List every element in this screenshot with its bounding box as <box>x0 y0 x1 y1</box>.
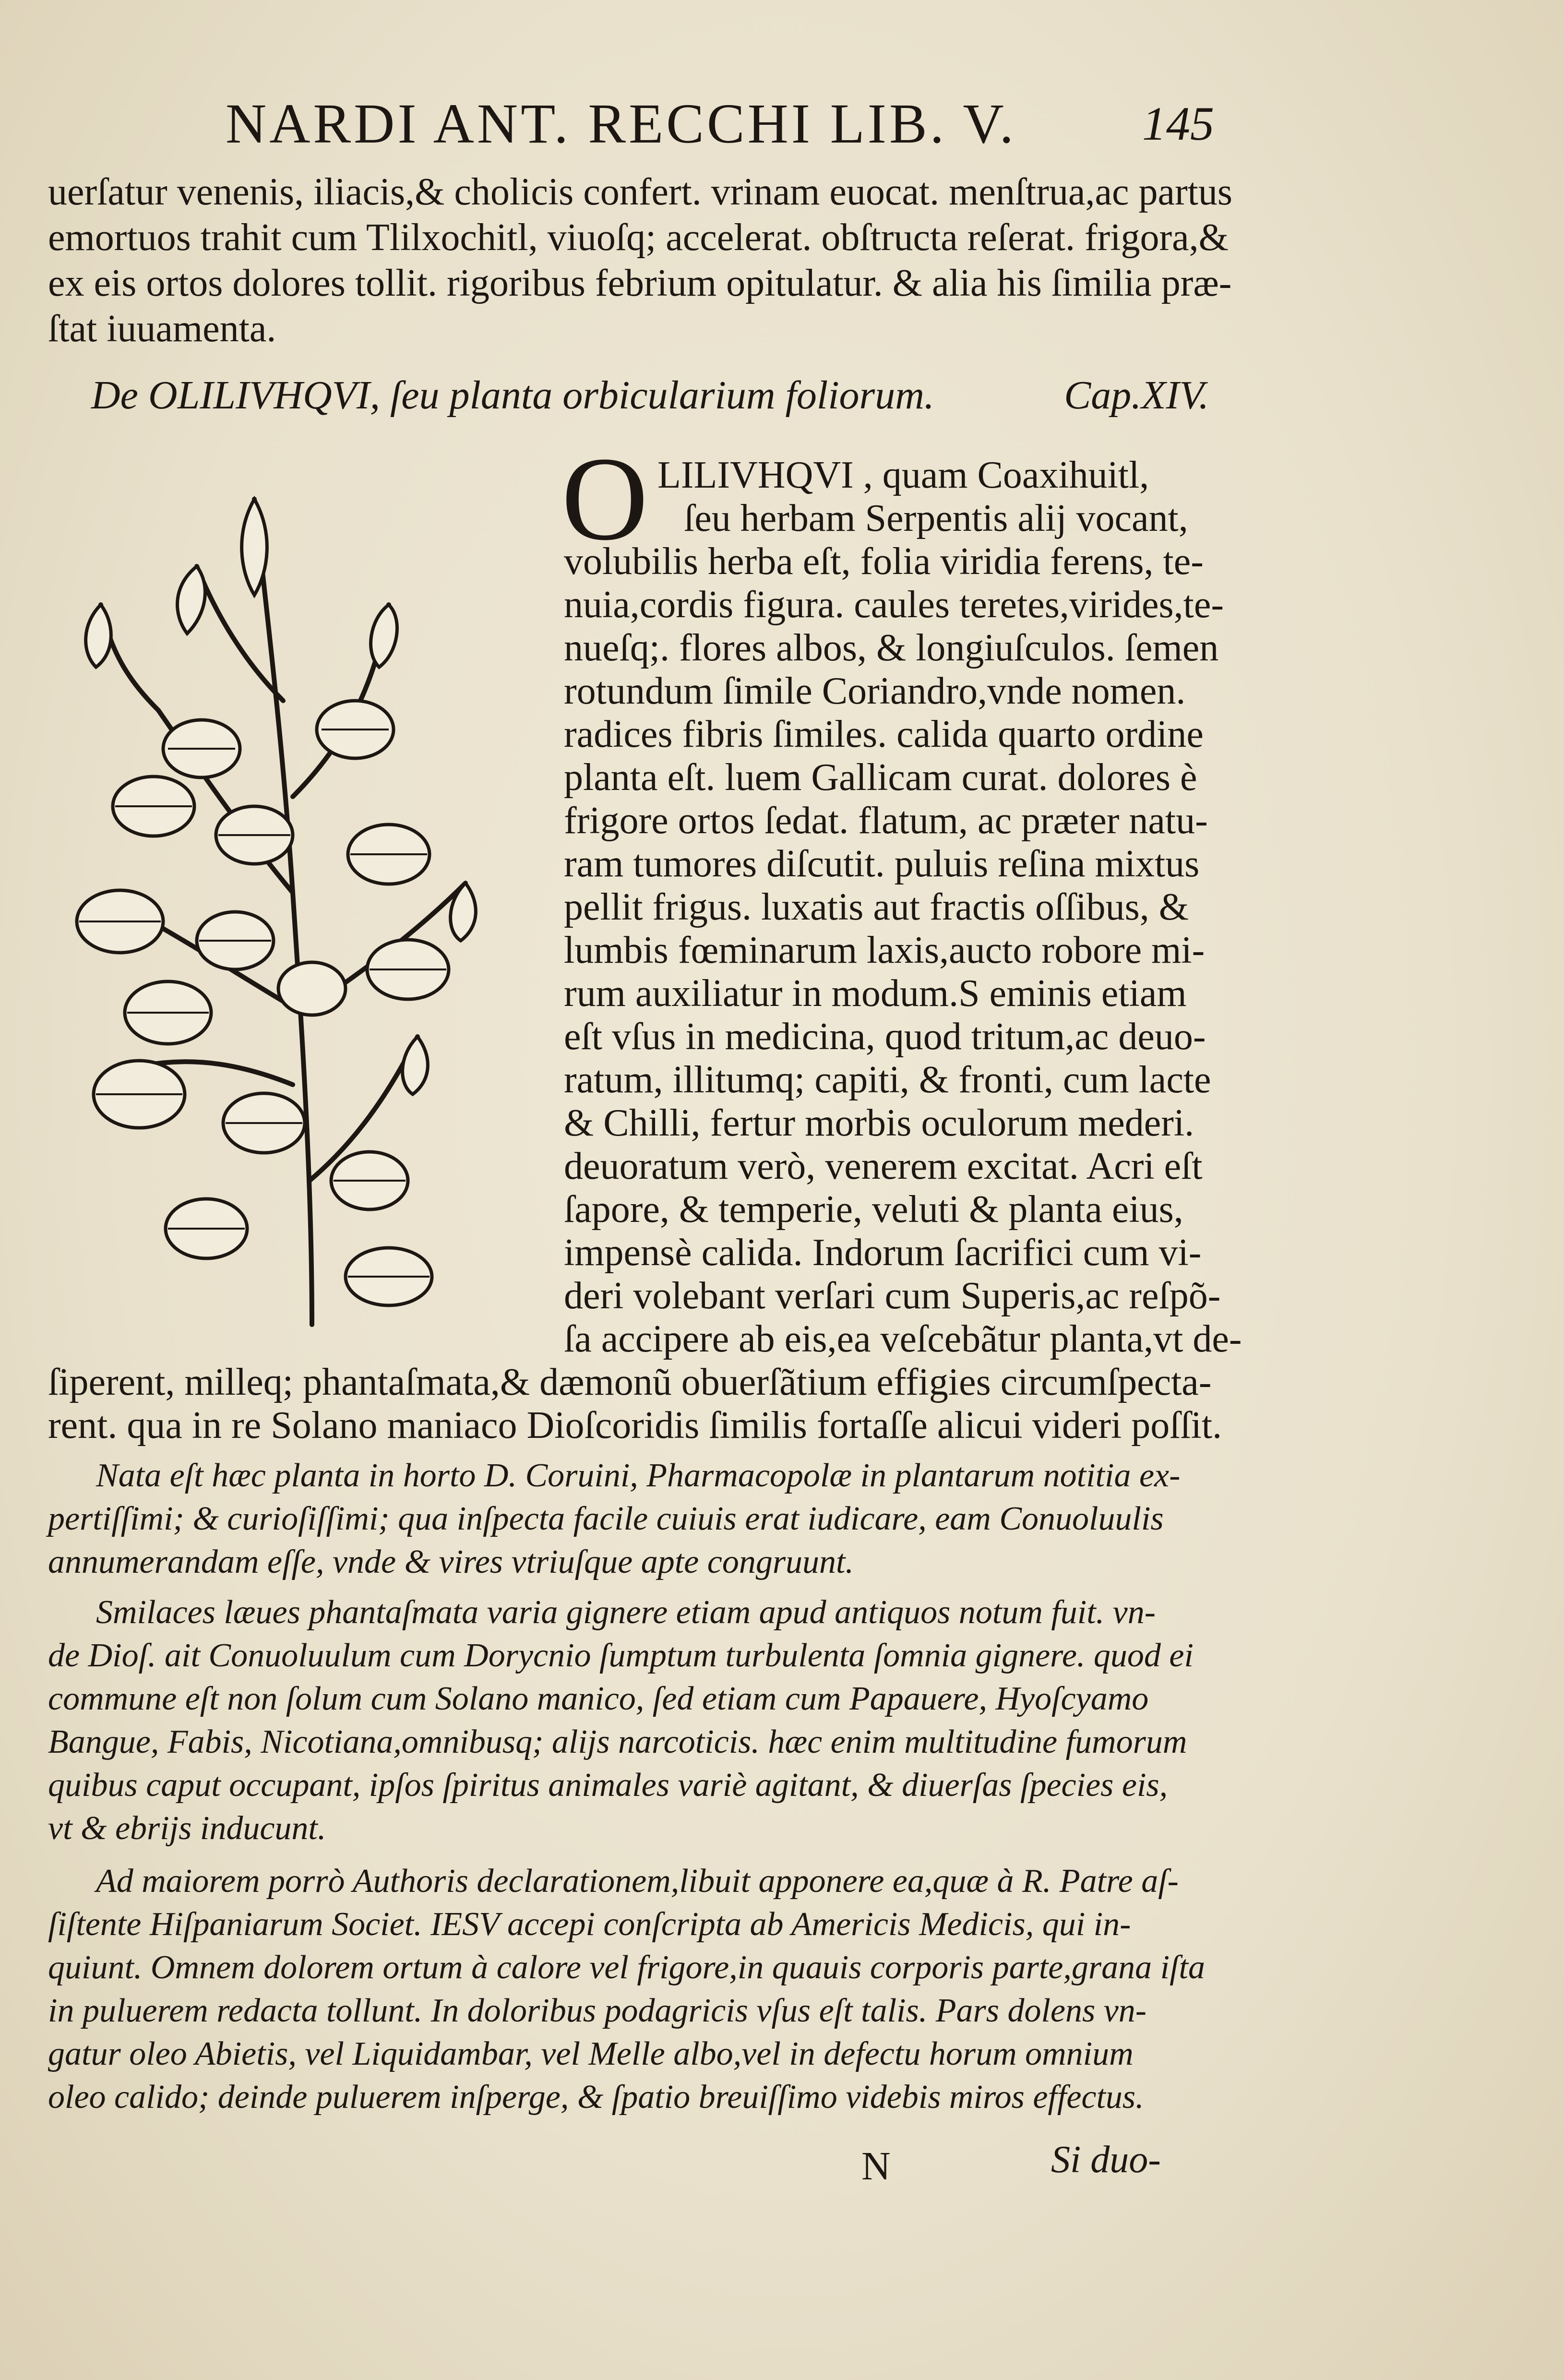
main-text-line: planta eſt. luem Gallicam curat. dolores è <box>564 756 1197 799</box>
intro-line: emortuos trahit cum Tlilxochitl, viuoſq; accelerat. obſtructa reſerat. frigora,& <box>48 216 1229 259</box>
annotation-line: in puluerem redacta tollunt. In doloribus podagricis vſus eſt talis. Pars dolens vn- <box>48 1992 1147 2029</box>
main-text-line: eſt vſus in medicina, quod tritum,ac deuo- <box>564 1016 1206 1058</box>
annotation-line: quiunt. Omnem dolorem ortum à calore vel frigore,in quauis corporis parte,grana iſta <box>48 1949 1205 1986</box>
main-text-line: nueſq;. flores albos, & longiuſculos. ſemen <box>564 627 1219 669</box>
plant-woodcut-illustration <box>43 461 523 1339</box>
annotation-line: de Dioſ. ait Conuoluulum cum Dorycnio ſumptum turbulenta ſomnia gignere. quod ei <box>48 1637 1194 1674</box>
main-text-line: LILIVHQVI , quam Coaxihuitl, <box>657 454 1149 496</box>
main-text-line: frigore ortos ſedat. flatum, ac præter natu- <box>564 800 1208 842</box>
main-text-line: pellit frigus. luxatis aut fractis oſſibus, & <box>564 886 1189 928</box>
page-number: 145 <box>1142 97 1214 150</box>
annotation-line: Bangue, Fabis, Nicotiana,omnibusq; alijs narcoticis. hæc enim multitudine fumorum <box>48 1723 1187 1760</box>
main-text-line: & Chilli, fertur morbis oculorum mederi. <box>564 1102 1194 1144</box>
chapter-title: De OLILIVHQVI, ſeu planta orbicularium foliorum. <box>91 373 934 418</box>
annotation-line: commune eſt non ſolum cum Solano manico, ſed etiam cum Papauere, Hyoſcyamo <box>48 1680 1149 1717</box>
annotation-line: oleo calido; deinde puluerem inſperge, & ſpatio breuiſſimo videbis miros effectus. <box>48 2079 1144 2116</box>
annotation-line: quibus caput occupant, ipſos ſpiritus animales variè agitant, & diuerſas ſpecies eis, <box>48 1767 1168 1804</box>
drop-capital: O <box>561 432 648 565</box>
annotation-line: Ad maiorem porrò Authoris declarationem,libuit apponere ea,quæ à R. Patre aſ- <box>96 1863 1179 1900</box>
intro-line: ſtat iuuamenta. <box>48 308 276 350</box>
annotation-line: Nata eſt hæc planta in horto D. Coruini, Pharmacopolæ in plantarum notitia ex- <box>96 1457 1181 1494</box>
annotation-line: pertiſſimi; & curioſiſſimi; qua inſpecta facile cuiuis erat iudicare, eam Conuoluulis <box>48 1500 1164 1537</box>
main-text-line: ratum, illitumq; capiti, & fronti, cum lacte <box>564 1059 1211 1101</box>
main-text-line: rent. qua in re Solano maniaco Dioſcoridis ſimilis fortaſſe alicui videri poſſit. <box>48 1404 1222 1447</box>
annotation-line: Smilaces læues phantaſmata varia gignere etiam apud antiquos notum fuit. vn- <box>96 1594 1156 1631</box>
main-text-line: ſapore, & temperie, veluti & planta eius, <box>564 1188 1183 1231</box>
catchword: Si duo- <box>1051 2139 1161 2181</box>
annotation-line: ſiſtente Hiſpaniarum Societ. IESV accepi conſcripta ab Americis Medicis, qui in- <box>48 1906 1131 1943</box>
main-text-line: deuoratum verò, venerem excitat. Acri eſt <box>564 1145 1203 1187</box>
running-title: NARDI ANT. RECCHI LIB. V. <box>226 92 1017 155</box>
main-text-line: radices fibris ſimiles. calida quarto ordine <box>564 713 1204 755</box>
main-text-line: ram tumores diſcutit. puluis reſina mixtus <box>564 843 1200 885</box>
annotation-line: annumerandam eſſe, vnde & vires vtriuſque apte congruunt. <box>48 1543 854 1580</box>
main-text-line: nuia,cordis figura. caules teretes,virides,te- <box>564 584 1224 626</box>
page-header <box>226 91 1214 163</box>
main-text-line: rotundum ſimile Coriandro,vnde nomen. <box>564 670 1186 712</box>
signature-mark: N <box>861 2144 891 2189</box>
annotation-line: gatur oleo Abietis, vel Liquidambar, vel Melle albo,vel in defectu horum omnium <box>48 2035 1134 2072</box>
main-text-line: volubilis herba eſt, folia viridia ferens, te- <box>564 540 1204 583</box>
main-text-line: impensè calida. Indorum ſacrifici cum vi- <box>564 1232 1202 1274</box>
main-text-line: deri volebant verſari cum Superis,ac reſpõ- <box>564 1275 1221 1317</box>
main-text-line: ſeu herbam Serpentis alij vocant, <box>684 497 1188 539</box>
main-text-line: rum auxiliatur in modum.S eminis etiam <box>564 972 1187 1015</box>
annotation-line: vt & ebrijs inducunt. <box>48 1810 326 1847</box>
main-text-line: ſa accipere ab eis,ea veſcebãtur planta,vt de- <box>564 1318 1242 1360</box>
main-text-line: lumbis fœminarum laxis,aucto robore mi- <box>564 929 1205 971</box>
intro-line: uerſatur venenis, iliacis,& cholicis confert. vrinam euocat. menſtrua,ac partus <box>48 171 1232 213</box>
chapter-number: Cap.XIV. <box>1064 373 1209 418</box>
intro-line: ex eis ortos dolores tollit. rigoribus febrium opitulatur. & alia his ſimilia præ- <box>48 262 1232 304</box>
main-text-line: ſiperent, milleq; phantaſmata,& dæmonũ obuerſãtium effigies circumſpecta- <box>48 1361 1212 1403</box>
